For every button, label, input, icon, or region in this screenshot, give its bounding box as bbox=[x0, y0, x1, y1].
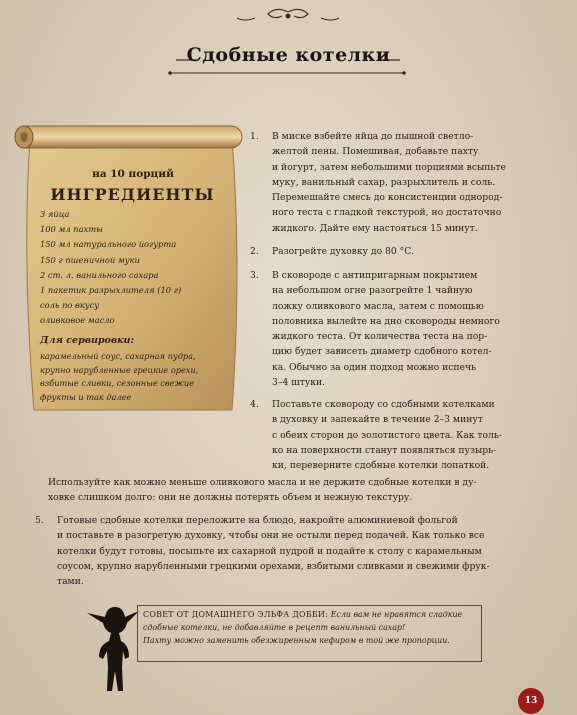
tip-label: СОВЕТ ОТ ДОМАШНЕГО ЭЛЬФА ДОББИ: bbox=[143, 610, 329, 619]
ingredient-item: 3 яйца bbox=[40, 209, 70, 219]
ingredient-item: 2 ст. л. ванильного сахара bbox=[40, 269, 159, 280]
page-title: Сдобные котелки bbox=[186, 44, 391, 66]
top-ornament bbox=[0, 4, 577, 42]
step-number: 3. bbox=[250, 270, 259, 281]
step-line: жидкого. Дайте ему настояться 15 минут. bbox=[272, 222, 478, 234]
step-5 bbox=[35, 513, 567, 589]
step-line: тами. bbox=[57, 576, 84, 588]
serving-text bbox=[40, 350, 226, 404]
servings: на 10 порций bbox=[92, 168, 174, 180]
step-number: 2. bbox=[250, 246, 259, 257]
note-line: ховке слишком долго: они не должны потерять объем и нежную текстуру. bbox=[48, 492, 413, 504]
step-line: Поставьте сковороду со сдобными котелками bbox=[272, 399, 495, 410]
step-line: Перемешайте смесь до консистенции однород- bbox=[272, 192, 503, 204]
note-paragraph bbox=[48, 475, 563, 506]
step-line: ко на поверхности станут появляться пузырь- bbox=[272, 444, 497, 456]
serving-line: крупно нарубленные грецкие орехи, bbox=[40, 364, 199, 375]
tip-line: сдобные котелки, не добавляйте в рецепт ванильный сахар! bbox=[143, 622, 406, 632]
step-line: и йогурт, затем небольшими порциями всыпьте bbox=[272, 161, 506, 173]
note-line: Используйте как можно меньше оливкового масла и не держите сдобные котелки в ду- bbox=[48, 477, 477, 488]
ingredient-item: 150 г пшеничной муки bbox=[40, 254, 140, 265]
step-3 bbox=[250, 268, 562, 390]
serving-heading: Для сервировки: bbox=[40, 335, 134, 346]
step-line: на небольшом огне разогрейте 1 чайную bbox=[272, 285, 473, 297]
ingredient-item: оливковое масло bbox=[40, 315, 115, 326]
serving-line: взбитые сливки, сезонные свежие bbox=[40, 378, 194, 388]
serving-line: карамельный соус, сахарная пудра, bbox=[40, 351, 196, 361]
step-line: 3–4 штуки. bbox=[272, 377, 326, 389]
step-line: В сковороде с антипригарным покрытием bbox=[272, 270, 478, 281]
step-line: с обеих сторон до золотистого цвета. Как толь- bbox=[272, 429, 502, 441]
step-line: котелки будут готовы, посыпьте их сахарной пудрой и подайте к столу с карамельным bbox=[57, 545, 482, 557]
serving-line: фрукты и так далее bbox=[40, 391, 132, 402]
step-line: ного теста с гладкой текстурой, но достаточно bbox=[272, 207, 502, 219]
step-line: жидкого теста. От количества теста на пор- bbox=[272, 331, 488, 343]
ingredient-item: 150 мл натурального йогурта bbox=[40, 239, 177, 250]
page-number-badge: 13 bbox=[518, 688, 544, 714]
step-1 bbox=[250, 129, 562, 236]
step-line: В миске взбейте яйца до пышной светло- bbox=[272, 131, 474, 142]
ingredient-item: 1 пакетик разрыхлителя (10 г) bbox=[40, 285, 182, 296]
step-line: половника вылейте на дно сковороды немного bbox=[272, 315, 500, 327]
ingredients-heading: ИНГРЕДИЕНТЫ bbox=[50, 185, 215, 204]
ingredient-item: соль по вкусу bbox=[40, 300, 100, 311]
step-line: в духовку и запекайте в течение 2–3 минут bbox=[272, 414, 483, 426]
tip-text bbox=[143, 609, 483, 647]
tip-line: Пахту можно заменить обезжиренным кефиром в той же пропорции. bbox=[143, 635, 450, 645]
step-line: желтой пены. Помешивая, добавьте пахту bbox=[272, 146, 479, 158]
step-line: Разогрейте духовку до 80 °С. bbox=[272, 246, 415, 257]
step-line: ки, переверните сдобные котелки лопаткой. bbox=[272, 460, 490, 472]
step-line: цию будет зависеть диаметр сдобного котел- bbox=[272, 346, 492, 358]
step-2 bbox=[250, 244, 562, 259]
tip-line: Если вам не нравятся сладкие bbox=[328, 610, 463, 619]
step-line: муку, ванильный сахар, разрыхлитель и соль. bbox=[272, 176, 496, 188]
step-4 bbox=[250, 397, 562, 473]
step-line: соусом, крупно нарубленными грецкими орехами, взбитыми сливками и свежими фрук- bbox=[57, 560, 490, 572]
step-number: 4. bbox=[250, 399, 259, 410]
step-line: ложку оливкового масла, затем с помощью bbox=[272, 300, 484, 312]
step-line: и поставьте в разогретую духовку, чтобы они не остыли перед подачей. Как только все bbox=[57, 530, 485, 542]
step-line: Готовые сдобные котелки переложите на блюдо, накройте алюминиевой фольгой bbox=[57, 515, 458, 526]
ingredients-list bbox=[40, 207, 220, 329]
ingredient-item: 100 мл пахты bbox=[40, 224, 103, 235]
step-number: 5. bbox=[35, 515, 44, 526]
step-number: 1. bbox=[250, 131, 259, 142]
step-line: ка. Обычно за один подход можно испечь bbox=[272, 361, 477, 373]
dobby-silhouette-icon bbox=[85, 595, 140, 695]
